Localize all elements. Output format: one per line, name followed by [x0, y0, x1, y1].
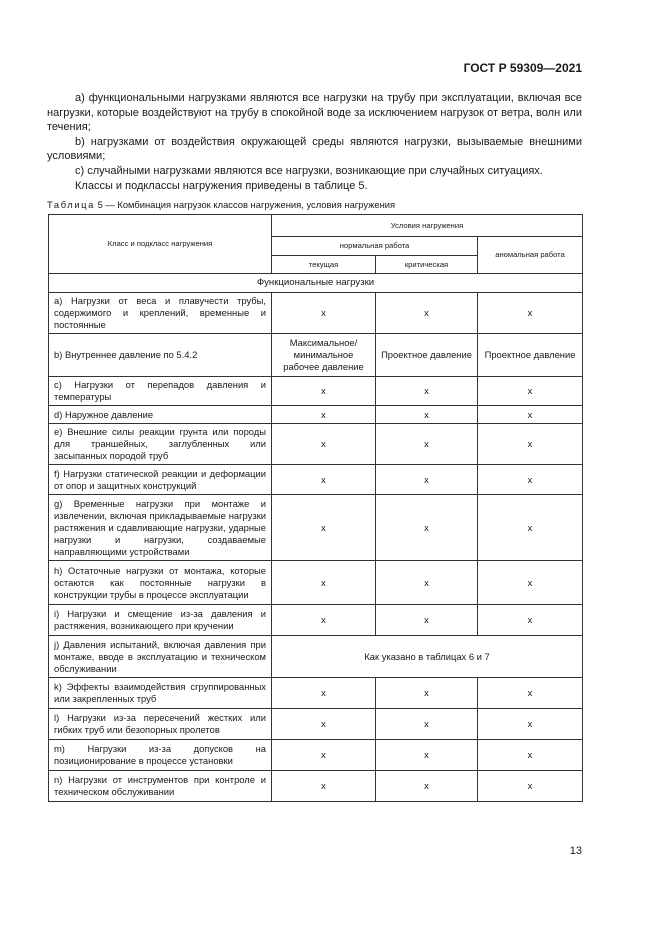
- header-current: текущая: [272, 256, 376, 274]
- cell-current: x: [272, 771, 376, 802]
- cell-current: x: [272, 740, 376, 771]
- cell-abnormal: x: [478, 377, 583, 406]
- header-conditions: Условия нагружения: [272, 215, 583, 237]
- row-label: d) Наружное давление: [49, 406, 272, 424]
- cell-critical: x: [376, 740, 478, 771]
- page-number: 13: [569, 845, 582, 857]
- row-label: h) Остаточные нагрузки от монтажа, которые остаются как постоянные нагрузки в конструкции трубы в процессе эксплуатации: [49, 561, 272, 605]
- table-row: [49, 636, 583, 678]
- row-label: e) Внешние силы реакции грунта или породы для траншейных, заглубленных или засыпанных породой труб: [49, 424, 272, 465]
- header-normal-operation: нормальная работа: [272, 237, 478, 256]
- cell-abnormal: x: [478, 293, 583, 334]
- row-label: k) Эффекты взаимодействия сгруппированных или закрепленных труб: [49, 678, 272, 709]
- cell-current: x: [272, 377, 376, 406]
- table-body: [49, 215, 583, 802]
- table-caption: [47, 199, 395, 210]
- row-label: m) Нагрузки из-за допусков на позиционирование в процессе установки: [49, 740, 272, 771]
- row-label: b) Внутреннее давление по 5.4.2: [49, 334, 272, 377]
- table-row: [49, 605, 583, 636]
- cell-critical: x: [376, 605, 478, 636]
- table-caption-label: Таблица: [47, 199, 95, 210]
- table-row: [49, 709, 583, 740]
- cell-critical: x: [376, 561, 478, 605]
- load-combination-table: [48, 214, 583, 802]
- row-label: j) Давления испытаний, включая давления при монтаже, вводе в эксплуатацию и техническом обслуживании: [49, 636, 272, 678]
- paragraph-table-ref: Классы и подклассы нагружения приведены в таблице 5.: [75, 179, 368, 192]
- table-row: [49, 740, 583, 771]
- cell-abnormal: x: [478, 465, 583, 495]
- merged-cell: Как указано в таблицах 6 и 7: [272, 636, 583, 678]
- cell-current: x: [272, 709, 376, 740]
- cell-critical: x: [376, 495, 478, 561]
- header-abnormal-operation: аномальная работа: [478, 237, 583, 274]
- cell-abnormal: x: [478, 605, 583, 636]
- row-label: f) Нагрузки статической реакции и деформации от опор и защитных конструкций: [49, 465, 272, 495]
- table-row: [49, 424, 583, 465]
- document-code: ГОСТ Р 59309—2021: [463, 61, 582, 75]
- cell-critical: x: [376, 377, 478, 406]
- cell-current: Максимальное/ минимальное рабочее давление: [272, 334, 376, 377]
- section-row: [49, 274, 583, 293]
- cell-current: x: [272, 465, 376, 495]
- cell-current: x: [272, 406, 376, 424]
- table-row: [49, 561, 583, 605]
- cell-critical: x: [376, 406, 478, 424]
- cell-abnormal: x: [478, 678, 583, 709]
- header-row: [49, 215, 583, 237]
- paragraph-b: b) нагрузками от воздействия окружающей среды являются нагрузки, вызываемые внешними условиями;: [47, 135, 582, 163]
- table-row: [49, 293, 583, 334]
- cell-abnormal: x: [478, 709, 583, 740]
- row-label: l) Нагрузки из-за пересечений жестких или гибких труб или безопорных пролетов: [49, 709, 272, 740]
- table-row: [49, 678, 583, 709]
- cell-critical: x: [376, 771, 478, 802]
- cell-current: x: [272, 678, 376, 709]
- cell-abnormal: x: [478, 740, 583, 771]
- cell-current: x: [272, 424, 376, 465]
- table-row: [49, 495, 583, 561]
- cell-abnormal: Проектное давление: [478, 334, 583, 377]
- cell-current: x: [272, 605, 376, 636]
- table-row: [49, 771, 583, 802]
- header-class-column: Класс и подкласс нагружения: [49, 215, 272, 274]
- cell-abnormal: x: [478, 424, 583, 465]
- table-caption-text: 5 — Комбинация нагрузок классов нагружения, условия нагружения: [94, 199, 396, 210]
- paragraph-a: a) функциональными нагрузками являются все нагрузки на трубу при эксплуатации, включая все нагрузки, которые воздействуют на трубу в спокойной воде за исключением нагрузок от ветра, волн или течения;: [47, 92, 582, 134]
- header-critical: критическая: [376, 256, 478, 274]
- row-label: i) Нагрузки и смещение из-за давления и растяжения, возникающего при кручении: [49, 605, 272, 636]
- cell-abnormal: x: [478, 406, 583, 424]
- section-title: Функциональные нагрузки: [49, 274, 583, 293]
- cell-abnormal: x: [478, 771, 583, 802]
- row-label: g) Временные нагрузки при монтаже и извлечении, включая прикладываемые нагрузки растяжения и сдавливающие нагрузки, ударные нагрузки и нагрузки, создаваемые направляющими устройствами: [49, 495, 272, 561]
- cell-critical: x: [376, 424, 478, 465]
- row-label: a) Нагрузки от веса и плавучести трубы, содержимого и креплений, временные и постоянные: [49, 293, 272, 334]
- row-label: c) Нагрузки от перепадов давления и температуры: [49, 377, 272, 406]
- cell-critical: x: [376, 678, 478, 709]
- cell-current: x: [272, 495, 376, 561]
- cell-critical: x: [376, 465, 478, 495]
- table-row: [49, 465, 583, 495]
- paragraph-c: c) случайными нагрузками являются все нагрузки, возникающие при случайных ситуациях.: [75, 164, 543, 177]
- cell-abnormal: x: [478, 495, 583, 561]
- table-row: [49, 377, 583, 406]
- cell-abnormal: x: [478, 561, 583, 605]
- cell-critical: Проектное давление: [376, 334, 478, 377]
- intro-text: [47, 91, 582, 193]
- cell-current: x: [272, 293, 376, 334]
- row-label: n) Нагрузки от инструментов при контроле и техническом обслуживании: [49, 771, 272, 802]
- cell-critical: x: [376, 293, 478, 334]
- table-row: [49, 406, 583, 424]
- cell-critical: x: [376, 709, 478, 740]
- table-row: [49, 334, 583, 377]
- cell-current: x: [272, 561, 376, 605]
